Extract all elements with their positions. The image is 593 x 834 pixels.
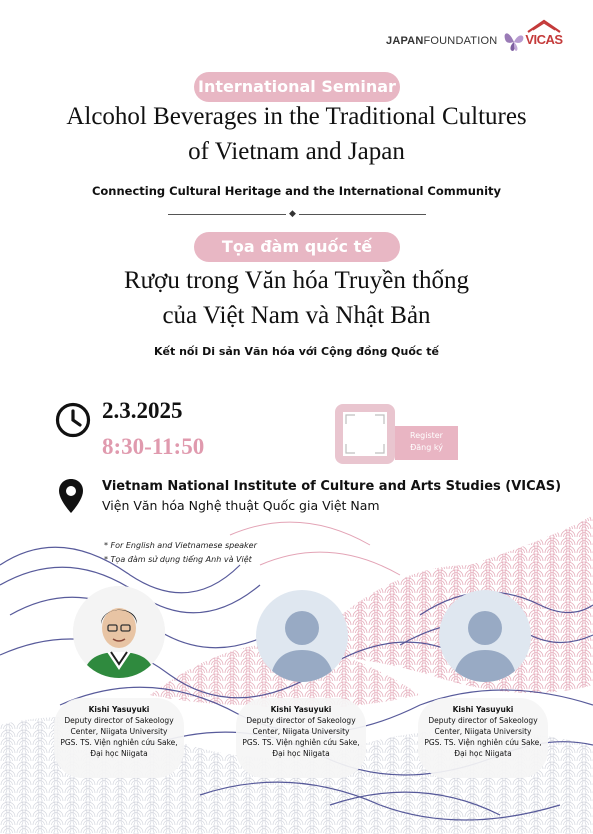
- speaker-card: [236, 698, 366, 778]
- speaker-role-en-2: Center, Niigata University: [434, 727, 532, 736]
- speaker-role-en-1: Deputy director of Sakeology: [428, 716, 538, 725]
- venue-vi: Viện Văn hóa Nghệ thuật Quốc gia Việt Nam: [102, 498, 380, 513]
- speaker-role-en-1: Deputy director of Sakeology: [64, 716, 174, 725]
- venue-en: Vietnam National Institute of Culture and Arts Studies (VICAS): [102, 479, 562, 494]
- speaker-role-vi-2: Đại học Niigata: [454, 749, 512, 758]
- seminar-badge-en: International Seminar: [194, 72, 400, 102]
- subtitle-en: Connecting Cultural Heritage and the International Community: [91, 184, 502, 198]
- language-note-en: * For English and Vietnamese speaker: [104, 541, 257, 550]
- speaker-role-vi-1: PGS. TS. Viện nghiên cứu Sake,: [242, 738, 360, 747]
- speaker-role-vi-1: PGS. TS. Viện nghiên cứu Sake,: [60, 738, 178, 747]
- divider-ornament-icon: ◆: [286, 209, 299, 219]
- speaker-name: Kishi Yasuyuki: [452, 705, 514, 714]
- speaker-role-en-2: Center, Niigata University: [252, 727, 350, 736]
- title-vi-line1: Rượu trong Văn hóa Truyền thống: [123, 267, 470, 294]
- japan-foundation-wordmark: JAPANFOUNDATION: [386, 35, 498, 47]
- register-label-en: Register: [410, 431, 443, 440]
- speaker-photo: [73, 586, 165, 678]
- qr-code-placeholder[interactable]: [343, 412, 387, 456]
- speaker-name: Kishi Yasuyuki: [270, 705, 332, 714]
- speaker-role-vi-2: Đại học Niigata: [90, 749, 148, 758]
- speaker-name: Kishi Yasuyuki: [88, 705, 150, 714]
- register-button[interactable]: [395, 426, 458, 460]
- seminar-badge-vi: Tọa đàm quốc tế: [194, 232, 400, 262]
- speaker-role-vi-2: Đại học Niigata: [272, 749, 330, 758]
- clock-icon: [55, 402, 91, 438]
- speaker-role-en-2: Center, Niigata University: [70, 727, 168, 736]
- speaker-card: [418, 698, 548, 778]
- speaker-placeholder-avatar: [439, 590, 531, 682]
- event-date: 2.3.2025: [102, 398, 183, 423]
- register-label-vi: Đăng ký: [410, 443, 443, 452]
- event-time: 8:30-11:50: [102, 434, 205, 459]
- subtitle-vi: Kết nối Di sản Văn hóa với Cộng đồng Quốc tế: [154, 345, 439, 358]
- speaker-role-en-1: Deputy director of Sakeology: [246, 716, 356, 725]
- japan-foundation-logo: [386, 28, 527, 54]
- speaker-placeholder-avatar: [256, 590, 348, 682]
- user-silhouette-icon: [256, 590, 348, 682]
- language-note-vi: * Tọa đàm sử dụng tiếng Anh và Việt: [104, 555, 252, 564]
- speaker-portrait-icon: [73, 586, 165, 678]
- speaker-role-vi-1: PGS. TS. Viện nghiên cứu Sake,: [424, 738, 542, 747]
- user-silhouette-icon: [439, 590, 531, 682]
- location-pin-icon: [58, 478, 84, 514]
- qr-corner-icon: [343, 412, 387, 456]
- title-vi-line2: của Việt Nam và Nhật Bản: [162, 302, 431, 329]
- speaker-card: [54, 698, 184, 778]
- title-en-line2: of Vietnam and Japan: [188, 138, 405, 165]
- title-en-line1: Alcohol Beverages in the Traditional Cultures: [66, 103, 527, 130]
- vicas-logo: VICAS: [525, 32, 563, 47]
